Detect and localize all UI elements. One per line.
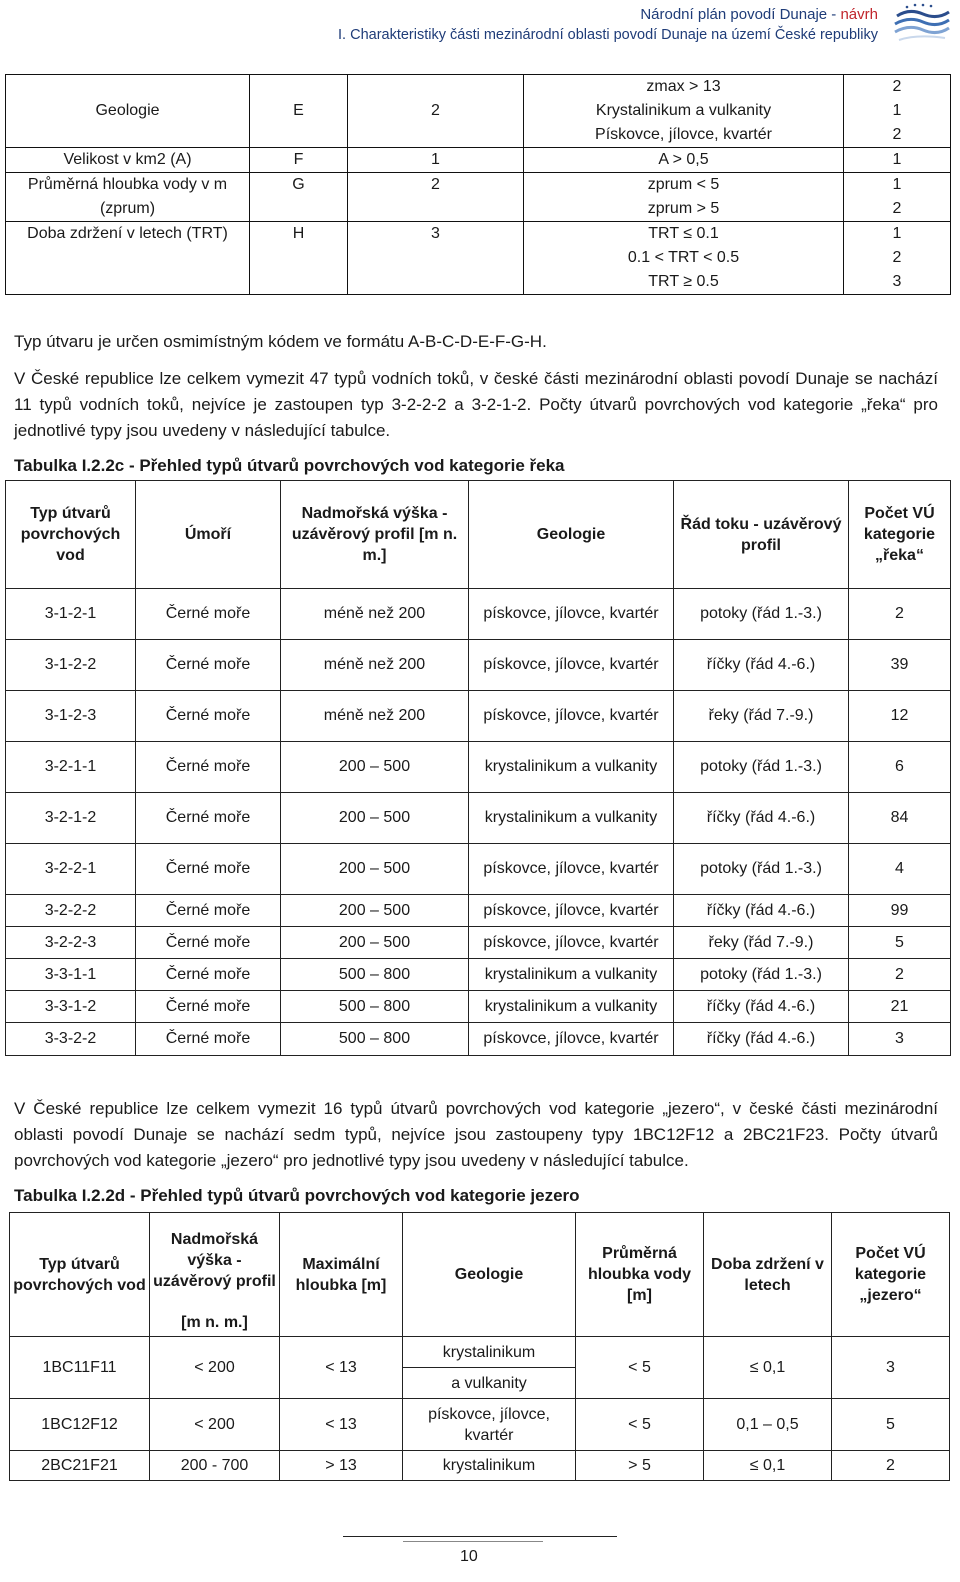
river-count: 99 xyxy=(849,895,951,927)
river-type-code: 3-2-1-2 xyxy=(6,793,136,844)
document-header-subtitle: I. Charakteristiky části mezinárodní oblasti povodí Dunaje na území České republiky xyxy=(338,27,878,43)
river-type-code: 3-2-2-2 xyxy=(6,895,136,927)
river-sea-basin: Černé moře xyxy=(136,793,281,844)
river-geology: krystalinikum a vulkanity xyxy=(469,991,674,1023)
table-row xyxy=(6,742,951,793)
document-header-title xyxy=(640,6,878,23)
river-geology: krystalinikum a vulkanity xyxy=(469,742,674,793)
footer-rule xyxy=(343,1536,617,1537)
criteria-weight: 2 xyxy=(348,173,524,222)
col-header-geologie: Geologie xyxy=(469,481,674,589)
criteria-values: Krystalinikum a vulkanity Pískovce, jílovce, kvartér xyxy=(524,99,844,148)
lake-type-code: 1BC12F12 xyxy=(10,1399,150,1451)
lake-count: 3 xyxy=(832,1337,950,1399)
river-altitude: 500 – 800 xyxy=(281,959,469,991)
river-type-code: 3-1-2-1 xyxy=(6,589,136,640)
table-row xyxy=(6,844,951,895)
river-geology: krystalinikum a vulkanity xyxy=(469,793,674,844)
river-count: 84 xyxy=(849,793,951,844)
river-count: 39 xyxy=(849,640,951,691)
lake-retention: ≤ 0,1 xyxy=(704,1337,832,1399)
river-sea-basin: Černé moře xyxy=(136,959,281,991)
caption-table-jezero: Tabulka I.2.2d - Přehled typů útvarů povrchových vod kategorie jezero xyxy=(14,1186,580,1205)
river-order: potoky (řád 1.-3.) xyxy=(674,959,849,991)
col-header-nadmorska-vyska: Nadmořská výška - uzávěrový profil [m n. m.] xyxy=(281,481,469,589)
lake-type-code: 2BC21F21 xyxy=(10,1451,150,1481)
criteria-code: G xyxy=(250,173,348,222)
criteria-weight: 2 xyxy=(348,99,524,148)
river-count: 2 xyxy=(849,959,951,991)
header-title-main: Národní plán povodí Dunaje - xyxy=(640,6,841,23)
river-type-code: 3-1-2-3 xyxy=(6,691,136,742)
river-sea-basin: Černé moře xyxy=(136,691,281,742)
criteria-scores: 1 xyxy=(844,148,951,173)
lake-avg-depth: > 5 xyxy=(576,1451,704,1481)
footer-rule-short xyxy=(403,1541,543,1542)
criteria-code: H xyxy=(250,222,348,295)
criteria-name: Geologie xyxy=(6,99,250,148)
criteria-name: Doba zdržení v letech (TRT) xyxy=(6,222,250,295)
river-altitude: 200 – 500 xyxy=(281,895,469,927)
lake-types-table xyxy=(9,1212,950,1481)
river-geology: pískovce, jílovce, kvartér xyxy=(469,895,674,927)
paragraph-lake-types: V České republice lze celkem vymezit 16 typů útvarů povrchových vod kategorie „jezero“, v české části mezinárodní oblasti povodí Dunaje se nachází sedm typů, nejvíce jsou zastoupeny typy 1BC12F12 a 2BC21F23. Počty útvarů povrchových vod kategorie „jezero“ pro jednotlivé typy jsou uvedeny v následující tabulce. xyxy=(14,1099,938,1170)
col-header-rad-toku: Řád toku - uzávěrový profil xyxy=(674,481,849,589)
criteria-values: TRT ≤ 0.1 0.1 < TRT < 0.5 TRT ≥ 0.5 xyxy=(524,222,844,295)
lake-type-code: 1BC11F11 xyxy=(10,1337,150,1399)
river-altitude: 500 – 800 xyxy=(281,991,469,1023)
page-number: 10 xyxy=(460,1548,478,1565)
river-type-code: 3-2-2-1 xyxy=(6,844,136,895)
river-count: 6 xyxy=(849,742,951,793)
caption-table-reka: Tabulka I.2.2c - Přehled typů útvarů povrchových vod kategorie řeka xyxy=(14,456,565,475)
table-row xyxy=(6,895,951,927)
river-sea-basin: Černé moře xyxy=(136,991,281,1023)
table-row xyxy=(6,640,951,691)
river-geology: krystalinikum a vulkanity xyxy=(469,959,674,991)
criteria-weight xyxy=(348,75,524,100)
lake-max-depth: < 13 xyxy=(280,1337,403,1399)
river-type-code: 3-3-2-2 xyxy=(6,1023,136,1056)
typology-criteria-table xyxy=(5,74,951,295)
criteria-values: zmax > 13 xyxy=(524,75,844,100)
river-geology: pískovce, jílovce, kvartér xyxy=(469,640,674,691)
lake-max-depth: > 13 xyxy=(280,1451,403,1481)
river-sea-basin: Černé moře xyxy=(136,589,281,640)
paragraph-type-code: Typ útvaru je určen osmimístným kódem ve formátu A-B-C-D-E-F-G-H. xyxy=(14,332,547,351)
lake-retention: ≤ 0,1 xyxy=(704,1451,832,1481)
river-sea-basin: Černé moře xyxy=(136,742,281,793)
col-header-doba-zdrzeni: Doba zdržení v letech xyxy=(704,1213,832,1337)
river-altitude: méně než 200 xyxy=(281,691,469,742)
river-type-code: 3-3-1-2 xyxy=(6,991,136,1023)
river-geology: pískovce, jílovce, kvartér xyxy=(469,691,674,742)
river-geology: pískovce, jílovce, kvartér xyxy=(469,1023,674,1056)
river-altitude: 200 – 500 xyxy=(281,927,469,959)
table-row xyxy=(6,589,951,640)
river-altitude: 200 – 500 xyxy=(281,742,469,793)
river-geology: pískovce, jílovce, kvartér xyxy=(469,927,674,959)
lake-avg-depth: < 5 xyxy=(576,1337,704,1399)
col-header-typ: Typ útvarů povrchových vod xyxy=(10,1213,150,1337)
lake-geology: a vulkanity xyxy=(403,1368,576,1399)
river-count: 21 xyxy=(849,991,951,1023)
river-count: 2 xyxy=(849,589,951,640)
lake-geology: krystalinikum xyxy=(403,1337,576,1368)
table-row xyxy=(6,691,951,742)
river-order: říčky (řád 4.-6.) xyxy=(674,1023,849,1056)
river-altitude: 200 – 500 xyxy=(281,844,469,895)
river-count: 3 xyxy=(849,1023,951,1056)
header-title-draft: návrh xyxy=(840,6,878,23)
table-row xyxy=(6,927,951,959)
col-header-geologie: Geologie xyxy=(403,1213,576,1337)
table-row xyxy=(6,793,951,844)
river-order: říčky (řád 4.-6.) xyxy=(674,991,849,1023)
table-row xyxy=(6,991,951,1023)
river-altitude: méně než 200 xyxy=(281,589,469,640)
table-row xyxy=(6,959,951,991)
river-sea-basin: Černé moře xyxy=(136,640,281,691)
col-header-max-hloubka: Maximální hloubka [m] xyxy=(280,1213,403,1337)
criteria-name xyxy=(6,75,250,100)
lake-altitude: 200 - 700 xyxy=(150,1451,280,1481)
col-header-nadmorska-unit: [m n. m.] xyxy=(150,1309,280,1337)
criteria-name: Průměrná hloubka vody v m (zprum) xyxy=(6,173,250,222)
col-header-prumerna-hloubka: Průměrná hloubka vody [m] xyxy=(576,1213,704,1337)
lake-altitude: < 200 xyxy=(150,1399,280,1451)
lake-retention: 0,1 – 0,5 xyxy=(704,1399,832,1451)
river-count: 5 xyxy=(849,927,951,959)
river-altitude: méně než 200 xyxy=(281,640,469,691)
river-geology: pískovce, jílovce, kvartér xyxy=(469,589,674,640)
river-count: 12 xyxy=(849,691,951,742)
lake-avg-depth: < 5 xyxy=(576,1399,704,1451)
lake-count: 2 xyxy=(832,1451,950,1481)
river-sea-basin: Černé moře xyxy=(136,895,281,927)
criteria-code: E xyxy=(250,99,348,148)
lake-geology: pískovce, jílovce, kvartér xyxy=(403,1399,576,1451)
river-type-code: 3-2-1-1 xyxy=(6,742,136,793)
criteria-weight: 1 xyxy=(348,148,524,173)
criteria-values: A > 0,5 xyxy=(524,148,844,173)
river-order: říčky (řád 4.-6.) xyxy=(674,793,849,844)
criteria-scores: 2 xyxy=(844,75,951,100)
river-order: říčky (řád 4.-6.) xyxy=(674,640,849,691)
col-header-umori: Úmoří xyxy=(136,481,281,589)
criteria-scores: 1 2 xyxy=(844,173,951,222)
lake-count: 5 xyxy=(832,1399,950,1451)
table-row xyxy=(6,1023,951,1056)
river-order: potoky (řád 1.-3.) xyxy=(674,589,849,640)
river-geology: pískovce, jílovce, kvartér xyxy=(469,844,674,895)
lake-geology: krystalinikum xyxy=(403,1451,576,1481)
river-type-code: 3-2-2-3 xyxy=(6,927,136,959)
river-sea-basin: Černé moře xyxy=(136,927,281,959)
river-type-code: 3-1-2-2 xyxy=(6,640,136,691)
col-header-pocet: Počet VÚ kategorie „jezero“ xyxy=(832,1213,950,1337)
river-altitude: 500 – 800 xyxy=(281,1023,469,1056)
criteria-weight: 3 xyxy=(348,222,524,295)
paragraph-river-types: V České republice lze celkem vymezit 47 typů vodních toků, v české části mezinárodní oblasti povodí Dunaje se nachází 11 typů vodních toků, nejvíce je zastoupen typ 3-2-2-2 a 3-2-1-2. Počty útvarů povrchových vod kategorie „řeka“ pro jednotlivé typy jsou uvedeny v následující tabulce. xyxy=(14,369,938,440)
river-types-table xyxy=(5,480,951,1056)
river-order: potoky (řád 1.-3.) xyxy=(674,844,849,895)
col-header-nadmorska-vyska: Nadmořská výška - uzávěrový profil xyxy=(150,1213,280,1309)
river-altitude: 200 – 500 xyxy=(281,793,469,844)
river-count: 4 xyxy=(849,844,951,895)
river-order: říčky (řád 4.-6.) xyxy=(674,895,849,927)
river-sea-basin: Černé moře xyxy=(136,844,281,895)
waves-logo-icon xyxy=(893,2,951,44)
river-order: řeky (řád 7.-9.) xyxy=(674,927,849,959)
criteria-code xyxy=(250,75,348,100)
river-order: řeky (řád 7.-9.) xyxy=(674,691,849,742)
criteria-scores: 1 2 xyxy=(844,99,951,148)
col-header-typ: Typ útvarů povrchových vod xyxy=(6,481,136,589)
criteria-name: Velikost v km2 (A) xyxy=(6,148,250,173)
criteria-values: zprum < 5 zprum > 5 xyxy=(524,173,844,222)
river-sea-basin: Černé moře xyxy=(136,1023,281,1056)
lake-altitude: < 200 xyxy=(150,1337,280,1399)
criteria-code: F xyxy=(250,148,348,173)
river-type-code: 3-3-1-1 xyxy=(6,959,136,991)
col-header-pocet: Počet VÚ kategorie „řeka“ xyxy=(849,481,951,589)
lake-max-depth: < 13 xyxy=(280,1399,403,1451)
criteria-scores: 1 2 3 xyxy=(844,222,951,295)
river-order: potoky (řád 1.-3.) xyxy=(674,742,849,793)
